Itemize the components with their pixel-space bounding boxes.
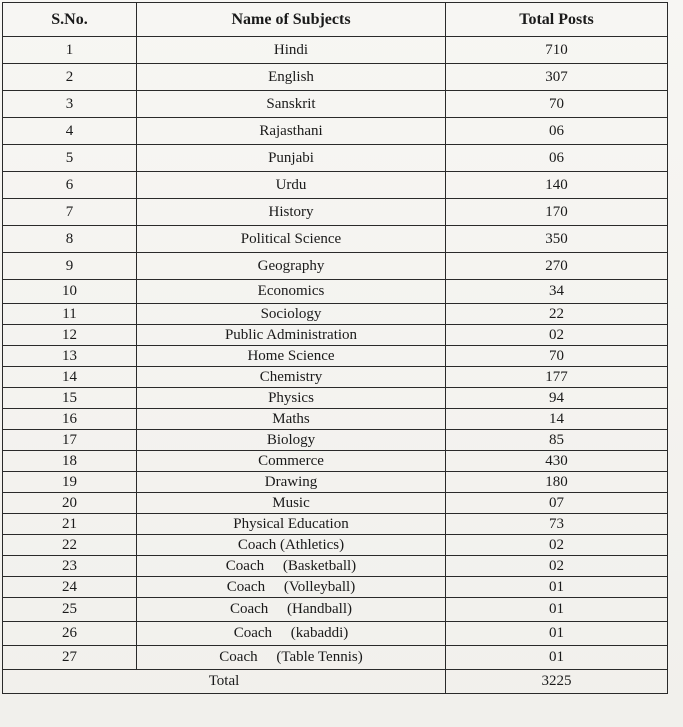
table-row — [3, 304, 668, 325]
table-row — [3, 472, 668, 493]
row-subject: Punjabi — [137, 145, 446, 172]
row-posts: 710 — [446, 37, 668, 64]
table-row — [3, 145, 668, 172]
row-posts: 06 — [446, 145, 668, 172]
table-row — [3, 646, 668, 670]
row-posts: 34 — [446, 280, 668, 304]
table-row — [3, 409, 668, 430]
row-subject: Sanskrit — [137, 91, 446, 118]
row-subject: Rajasthani — [137, 118, 446, 145]
row-posts: 01 — [446, 622, 668, 646]
row-sno: 16 — [3, 409, 137, 430]
table-row — [3, 91, 668, 118]
row-posts: 02 — [446, 535, 668, 556]
posts-table — [2, 2, 668, 694]
row-sno: 12 — [3, 325, 137, 346]
row-sno: 23 — [3, 556, 137, 577]
row-subject: Chemistry — [137, 367, 446, 388]
row-subject: English — [137, 64, 446, 91]
row-posts: 02 — [446, 325, 668, 346]
total-posts: 3225 — [446, 670, 668, 694]
row-posts: 70 — [446, 346, 668, 367]
row-subject: Urdu — [137, 172, 446, 199]
row-sno: 26 — [3, 622, 137, 646]
row-posts: 177 — [446, 367, 668, 388]
table-row — [3, 199, 668, 226]
table-row — [3, 388, 668, 409]
row-posts: 94 — [446, 388, 668, 409]
row-subject: Sociology — [137, 304, 446, 325]
row-subject: Hindi — [137, 37, 446, 64]
row-sno: 18 — [3, 451, 137, 472]
table-header-row — [3, 3, 668, 37]
table-row — [3, 598, 668, 622]
row-subject: Physical Education — [137, 514, 446, 535]
table-row — [3, 535, 668, 556]
row-subject: Coach (Athletics) — [137, 535, 446, 556]
row-sno: 20 — [3, 493, 137, 514]
row-subject: Commerce — [137, 451, 446, 472]
row-posts: 14 — [446, 409, 668, 430]
row-sno: 27 — [3, 646, 137, 670]
row-sno: 22 — [3, 535, 137, 556]
row-sno: 6 — [3, 172, 137, 199]
row-subject: Physics — [137, 388, 446, 409]
table-row — [3, 622, 668, 646]
row-sno: 25 — [3, 598, 137, 622]
row-sno: 24 — [3, 577, 137, 598]
table-row — [3, 280, 668, 304]
row-sno: 15 — [3, 388, 137, 409]
row-posts: 06 — [446, 118, 668, 145]
row-sno: 8 — [3, 226, 137, 253]
row-posts: 07 — [446, 493, 668, 514]
row-posts: 307 — [446, 64, 668, 91]
row-sno: 3 — [3, 91, 137, 118]
row-subject: Coach (Table Tennis) — [137, 646, 446, 670]
row-posts: 01 — [446, 646, 668, 670]
table-row — [3, 325, 668, 346]
row-posts: 73 — [446, 514, 668, 535]
row-subject: Public Administration — [137, 325, 446, 346]
row-posts: 01 — [446, 598, 668, 622]
row-sno: 11 — [3, 304, 137, 325]
row-posts: 02 — [446, 556, 668, 577]
row-subject: Coach (kabaddi) — [137, 622, 446, 646]
table-row — [3, 430, 668, 451]
row-subject: Political Science — [137, 226, 446, 253]
table-row — [3, 37, 668, 64]
row-sno: 19 — [3, 472, 137, 493]
row-subject: Music — [137, 493, 446, 514]
header-posts: Total Posts — [446, 3, 668, 37]
table-body — [3, 37, 668, 694]
row-sno: 5 — [3, 145, 137, 172]
row-subject: History — [137, 199, 446, 226]
row-subject: Economics — [137, 280, 446, 304]
row-subject: Coach (Basketball) — [137, 556, 446, 577]
table-row — [3, 346, 668, 367]
row-sno: 9 — [3, 253, 137, 280]
row-posts: 180 — [446, 472, 668, 493]
table-row — [3, 514, 668, 535]
table-row — [3, 64, 668, 91]
header-sno: S.No. — [3, 3, 137, 37]
row-subject: Coach (Volleyball) — [137, 577, 446, 598]
row-subject: Drawing — [137, 472, 446, 493]
row-posts: 01 — [446, 577, 668, 598]
row-posts: 430 — [446, 451, 668, 472]
row-sno: 7 — [3, 199, 137, 226]
row-subject: Geography — [137, 253, 446, 280]
table-row — [3, 577, 668, 598]
row-sno: 21 — [3, 514, 137, 535]
total-label: Total — [3, 670, 446, 694]
row-posts: 170 — [446, 199, 668, 226]
row-sno: 13 — [3, 346, 137, 367]
table-row — [3, 253, 668, 280]
table-row — [3, 172, 668, 199]
row-sno: 2 — [3, 64, 137, 91]
row-sno: 17 — [3, 430, 137, 451]
table-row — [3, 367, 668, 388]
row-sno: 10 — [3, 280, 137, 304]
total-row — [3, 670, 668, 694]
row-posts: 270 — [446, 253, 668, 280]
row-subject: Coach (Handball) — [137, 598, 446, 622]
row-posts: 85 — [446, 430, 668, 451]
table-row — [3, 118, 668, 145]
table-row — [3, 556, 668, 577]
row-subject: Biology — [137, 430, 446, 451]
row-subject: Maths — [137, 409, 446, 430]
table-row — [3, 493, 668, 514]
row-sno: 1 — [3, 37, 137, 64]
table-row — [3, 226, 668, 253]
row-posts: 140 — [446, 172, 668, 199]
row-sno: 14 — [3, 367, 137, 388]
table-row — [3, 451, 668, 472]
row-posts: 22 — [446, 304, 668, 325]
row-posts: 70 — [446, 91, 668, 118]
row-posts: 350 — [446, 226, 668, 253]
header-subject: Name of Subjects — [137, 3, 446, 37]
row-sno: 4 — [3, 118, 137, 145]
row-subject: Home Science — [137, 346, 446, 367]
